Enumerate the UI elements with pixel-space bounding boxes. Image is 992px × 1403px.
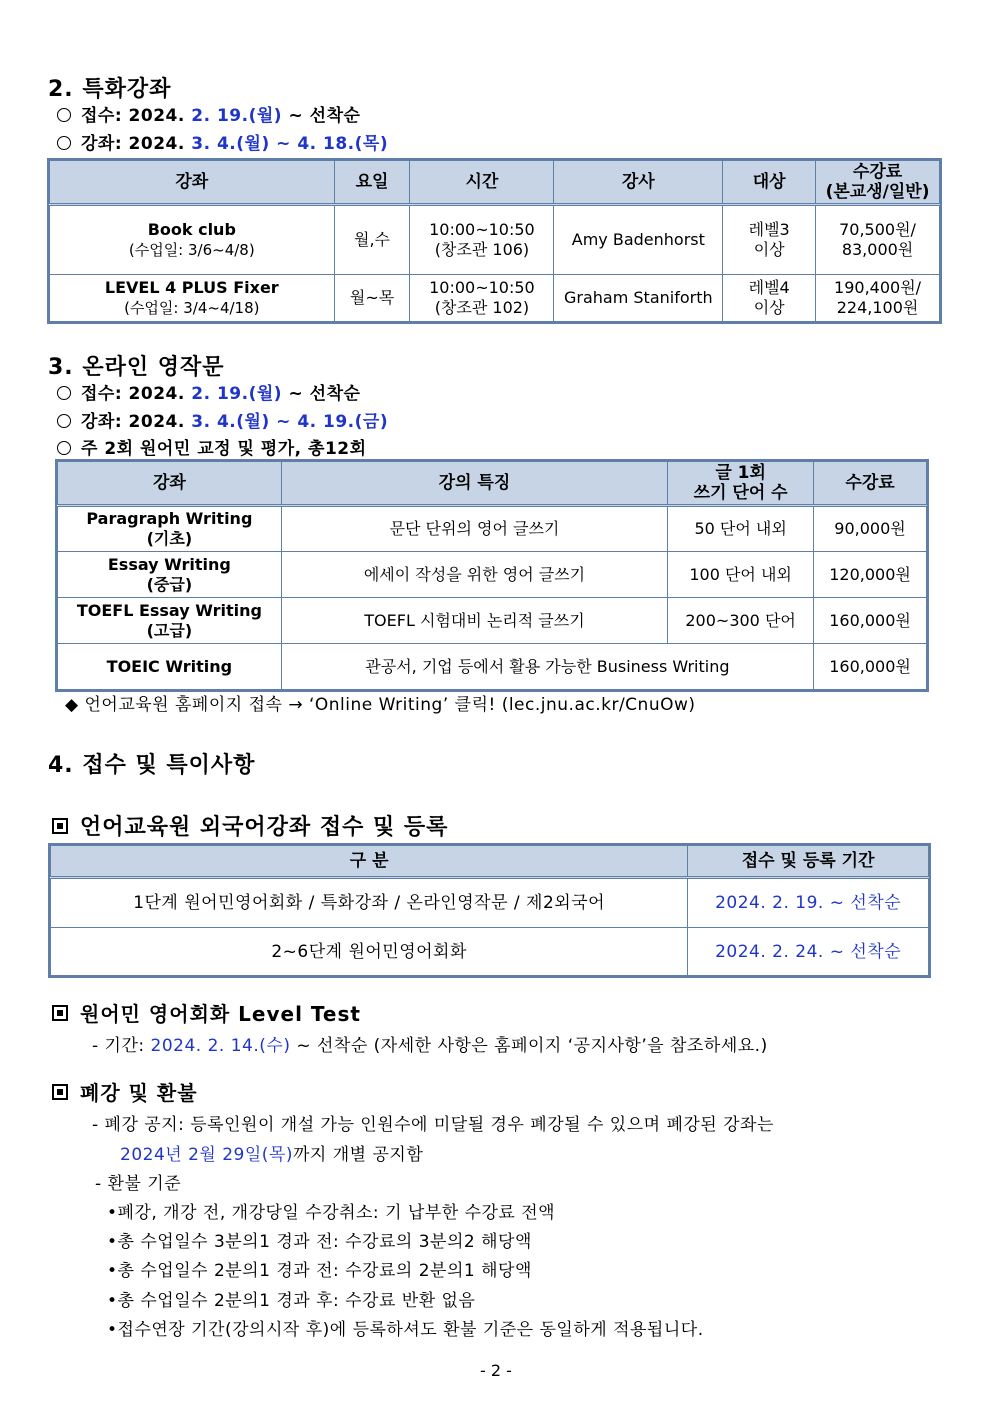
header-course: 강좌 [58,462,282,506]
refund-item: •접수연장 기간(강의시작 후)에 등록하셔도 환불 기준은 동일하게 적용됩니다. [107,1320,704,1340]
header-course: 강좌 [50,161,335,205]
section-2-registration: 접수: 2024. 2. 19.(월) ~ 선착순 [57,101,360,126]
online-writing-table [57,461,927,690]
header-category: 구 분 [51,846,688,878]
online-writing-link-note: ◆ 언어교육원 홈페이지 접속 → ‘Online Writing’ 클릭! (lec.jnu.ac.kr/CnuOw) [65,695,696,715]
circle-bullet-icon [57,414,71,428]
page-number: - 2 - [480,1361,512,1380]
table-row: TOEIC Writing 관공서, 기업 등에서 활용 가능한 Business Writing 160,000원 [58,644,927,690]
square-bullet-icon [52,818,68,834]
section-3-course-period: 강좌: 2024. 3. 4.(월) ~ 4. 19.(금) [57,407,388,432]
refund-item: •총 수업일수 2분의1 경과 후: 수강료 반환 없음 [107,1291,476,1311]
header-feature: 강의 특징 [281,462,667,506]
circle-bullet-icon [57,386,71,400]
registration-table [50,845,929,976]
refund-standard-title: - 환불 기준 [95,1174,182,1194]
header-fee: 수강료 [814,462,927,506]
refund-item: •총 수업일수 3분의1 경과 전: 수강료의 3분의2 해당액 [107,1232,532,1252]
table-row: Paragraph Writing (기초) 문단 단위의 영어 글쓰기 50 단어 내외 90,000원 [58,506,927,552]
table-row: LEVEL 4 PLUS Fixer (수업일: 3/4~4/18) 월~목 10:00~10:50 (창조관 102) Graham Staniforth 레벨4 이상 190,400원/ 224,100원 [50,275,940,322]
header-teacher: 강사 [554,161,723,205]
header-words: 글 1회 쓰기 단어 수 [668,462,814,506]
circle-bullet-icon [57,136,71,150]
square-bullet-icon [52,1005,68,1021]
table-row: TOEFL Essay Writing (고급) TOEFL 시험대비 논리적 글쓰기 200~300 단어 160,000원 [58,598,927,644]
special-course-table [49,160,940,322]
refund-item: •폐강, 개강 전, 개강당일 수강취소: 기 납부한 수강료 전액 [107,1203,556,1223]
table-row: 1단계 원어민영어회화 / 특화강좌 / 온라인영작문 / 제2외국어 2024. 2. 19. ~ 선착순 [51,878,929,928]
table-header-row [50,161,940,205]
header-fee: 수강료 (본교생/일반) [816,161,940,205]
square-bullet-icon [52,1084,68,1100]
table-row: Book club (수업일: 3/6~4/8) 월,수 10:00~10:50 (창조관 106) Amy Badenhorst 레벨3 이상 70,500원/ 83,000원 [50,205,940,275]
refund-item: •총 수업일수 2분의1 경과 전: 수강료의 2분의1 해당액 [107,1261,532,1281]
section-3-title: 3. 온라인 영작문 [48,355,225,380]
circle-bullet-icon [57,441,71,455]
refund-heading: 폐강 및 환불 [52,1077,198,1106]
refund-closure-notice: - 폐강 공지: 등록인원이 개설 가능 인원수에 미달될 경우 폐강될 수 있으며 폐강된 강좌는 [92,1115,774,1135]
header-target: 대상 [723,161,816,205]
refund-closure-date: 2024년 2월 29일(목)까지 개별 공지함 [120,1145,424,1165]
registration-heading: 언어교육원 외국어강좌 접수 및 등록 [52,810,448,841]
section-2-course-period: 강좌: 2024. 3. 4.(월) ~ 4. 18.(목) [57,129,388,154]
header-time: 시간 [410,161,554,205]
header-period: 접수 및 등록 기간 [688,846,929,878]
level-test-heading: 원어민 영어회화 Level Test [52,998,361,1027]
table-row: 2~6단계 원어민영어회화 2024. 2. 24. ~ 선착순 [51,928,929,976]
table-header-row [58,462,927,506]
circle-bullet-icon [57,108,71,122]
section-3-registration: 접수: 2024. 2. 19.(월) ~ 선착순 [57,379,360,404]
level-test-period: - 기간: 2024. 2. 14.(수) ~ 선착순 (자세한 사항은 홈페이지 ‘공지사항’을 참조하세요.) [92,1036,768,1056]
header-day: 요일 [334,161,410,205]
table-row: Essay Writing (중급) 에세이 작성을 위한 영어 글쓰기 100 단어 내외 120,000원 [58,552,927,598]
section-4-title: 4. 접수 및 특이사항 [48,753,256,778]
table-header-row [51,846,929,878]
section-3-note: 주 2회 원어민 교정 및 평가, 총12회 [57,434,367,459]
section-2-title: 2. 특화강좌 [48,77,172,102]
